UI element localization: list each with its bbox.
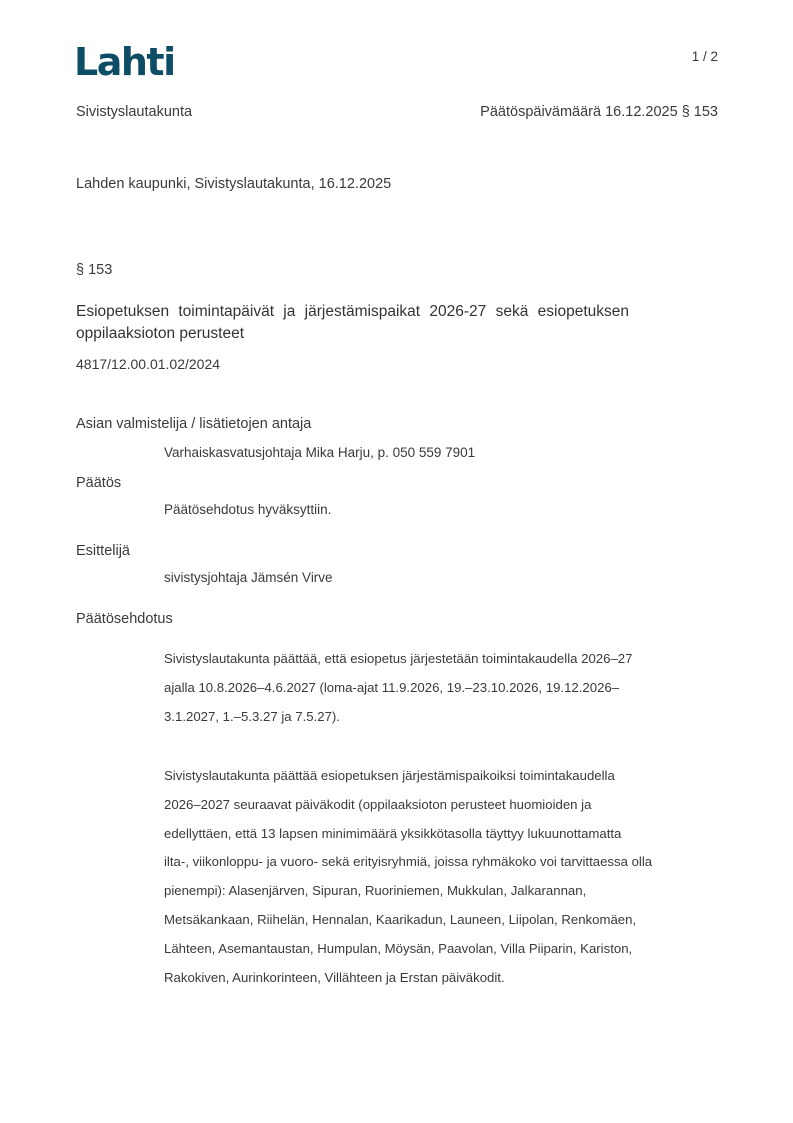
section-label-decision: Päätös: [76, 475, 122, 491]
paragraph-line: 2026–2027 seuraavat päiväkodit (oppilaaksioton perusteet huomioiden ja: [164, 796, 592, 812]
page-number: 1 / 2: [691, 49, 718, 64]
paragraph-line: ilta-, viikonloppu- ja vuoro- sekä erityisryhmiä, joissa ryhmäkoko voi tarvittaessa olla: [164, 854, 653, 870]
document-title-line: Esiopetuksen toimintapäivät ja järjestämispaikat 2026-27 sekä esiopetuksen: [76, 303, 629, 320]
paragraph-line: ajalla 10.8.2026–4.6.2027 (loma-ajat 11.9.2026, 19.–23.10.2026, 19.12.2026–: [164, 679, 620, 695]
section-label-preparer: Asian valmistelija / lisätietojen antaja: [76, 416, 312, 432]
document-title-line: oppilaaksioton perusteet: [76, 325, 245, 342]
preparer-contact: Varhaiskasvatusjohtaja Mika Harju, p. 050 559 7901: [164, 445, 476, 460]
paragraph-line: Sivistyslautakunta päättää, että esiopetus järjestetään toimintakaudella 2026–27: [164, 651, 633, 666]
record-number: 4817/12.00.01.02/2024: [76, 356, 221, 372]
presenter-name: sivistysjohtaja Jämsén Virve: [164, 570, 333, 585]
paragraph-line: pienempi): Alasenjärven, Sipuran, Ruoriniemen, Mukkulan, Jalkarannan,: [164, 883, 587, 899]
proposal-paragraph-locations: [164, 762, 724, 992]
section-label-proposal: Päätösehdotus: [76, 611, 173, 627]
section-number: § 153: [76, 262, 113, 278]
proposal-paragraph-dates: [164, 645, 724, 731]
header-decision-date: Päätöspäivämäärä 16.12.2025 § 153: [480, 104, 718, 120]
paragraph-line: Sivistyslautakunta päättää esiopetuksen järjestämispaikoiksi toimintakaudella: [164, 768, 615, 783]
document-title: [76, 301, 629, 345]
paragraph-line: Metsäkankaan, Riihelän, Hennalan, Kaarikadun, Launeen, Liipolan, Renkomäen,: [164, 911, 637, 927]
paragraph-line: edellyttäen, että 13 lapsen minimimäärä yksikkötasolla täyttyy lukuunottamatta: [164, 825, 622, 841]
lahti-logo: Lahti: [74, 40, 175, 84]
paragraph-line: Rakokiven, Aurinkorinteen, Villähteen ja Erstan päiväkodit.: [164, 969, 505, 985]
paragraph-line: Lähteen, Asemantaustan, Humpulan, Möysän, Paavolan, Villa Piiparin, Kariston,: [164, 940, 633, 956]
header-committee: Sivistyslautakunta: [76, 104, 193, 120]
decision-text: Päätösehdotus hyväksyttiin.: [164, 502, 332, 517]
section-label-presenter: Esittelijä: [76, 543, 130, 559]
paragraph-line: 3.1.2027, 1.–5.3.27 ja 7.5.27).: [164, 708, 340, 724]
document-meta-line: Lahden kaupunki, Sivistyslautakunta, 16.12.2025: [76, 176, 392, 192]
